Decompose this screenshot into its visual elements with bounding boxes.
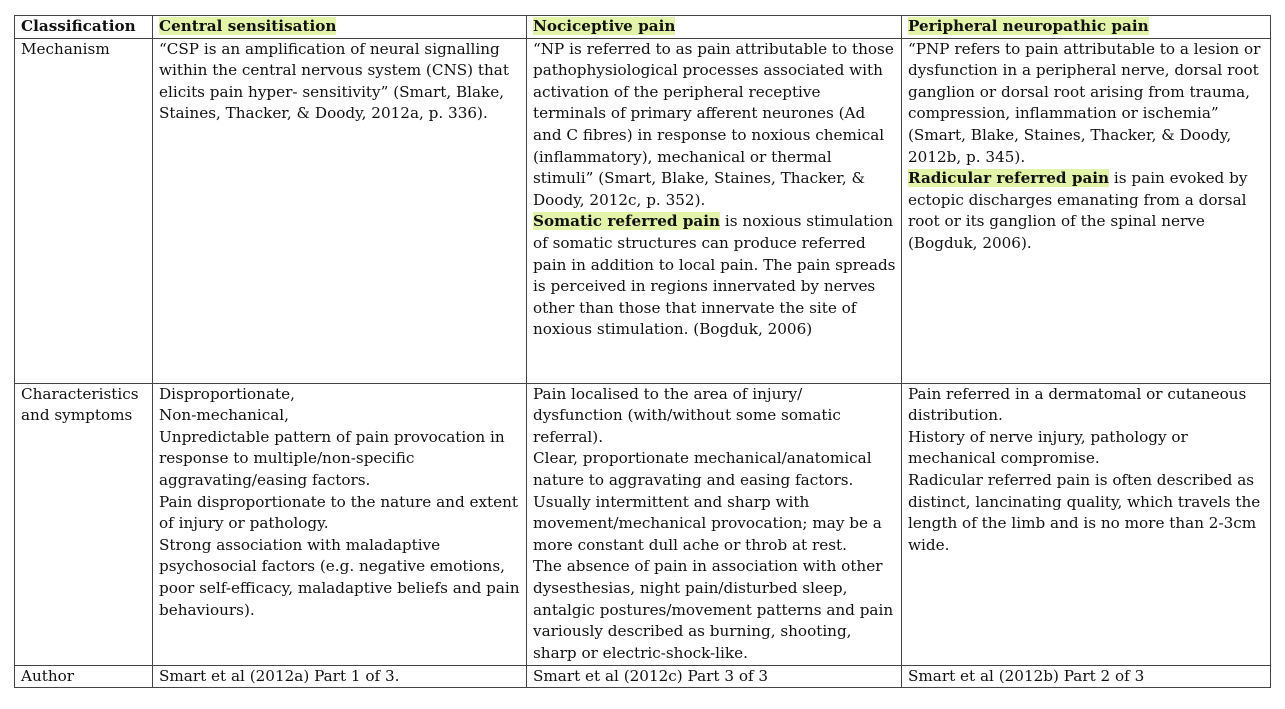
- header-central-sensitisation: Central sensitisation: [153, 16, 527, 39]
- list-item: The absence of pain in association with other dysesthesias, night pain/disturbed sleep, antalgic postures/movement patterns and pain variously described as burning, shooting, sharp or electric-shock-like.: [533, 557, 894, 662]
- list-item: Strong association with maladaptive psychosocial factors (e.g. negative emotions, poor self-efficacy, maladaptive beliefs and pain behaviours).: [159, 535, 520, 619]
- header-peripheral-neuropathic-pain: Peripheral neuropathic pain: [902, 16, 1271, 39]
- list-item: Non-mechanical,: [159, 406, 289, 425]
- list-item: Pain disproportionate to the nature and extent of injury or pathology.: [159, 492, 519, 533]
- cell-central-characteristics: [153, 383, 527, 665]
- list-item: History of nerve injury, pathology or mechanical compromise.: [908, 427, 1188, 468]
- somatic-referred-pain-term: Somatic referred pain: [533, 212, 721, 231]
- table-header-row: [15, 16, 1271, 39]
- peripheral-definition: “PNP refers to pain attributable to a lesion or dysfunction in a peripheral nerve, dorsal root ganglion or dorsal root arising from trauma, compression, inflammation or ischemia” (Smart, Blake, Staines, Thacker, & Doody, 2012b, p. 345).: [908, 39, 1261, 166]
- document-page: [14, 15, 1271, 688]
- radicular-referred-pain-text: Radicular referred pain is pain evoked by ectopic discharges emanating from a dorsal root or its ganglion of the spinal nerve (Bogduk, 2006).: [908, 169, 1248, 252]
- cell-peripheral-characteristics: [902, 383, 1271, 665]
- list-item: Disproportionate,: [159, 384, 295, 403]
- cell-central-mechanism: “CSP is an amplification of neural signalling within the central nervous system (CNS) that elicits pain hyper- sensitivity” (Smart, Blake, Staines, Thacker, & Doody, 2012a, p. 336).: [153, 38, 527, 383]
- table-row-characteristics: [15, 383, 1271, 665]
- list-item: Clear, proportionate mechanical/anatomical nature to aggravating and easing factors.: [533, 449, 872, 489]
- list-item: Unpredictable pattern of pain provocation in response to multiple/non-specific aggravating/easing factors.: [159, 427, 505, 489]
- cell-peripheral-mechanism: [902, 38, 1271, 383]
- row-label-characteristics: Characteristics and symptoms: [15, 383, 153, 665]
- cell-nociceptive-author: Smart et al (2012c) Part 3 of 3: [527, 665, 902, 688]
- list-item: Usually intermittent and sharp with movement/mechanical provocation; may be a more constant dull ache or throb at rest.: [533, 492, 882, 554]
- radicular-referred-pain-term: Radicular referred pain: [908, 169, 1110, 188]
- list-item: Radicular referred pain is often described as distinct, lancinating quality, which travels the length of the limb and is no more than 2-3cm wide.: [908, 470, 1261, 554]
- cell-nociceptive-mechanism: [527, 38, 902, 383]
- row-label-author: Author: [15, 665, 153, 688]
- row-label-mechanism: Mechanism: [15, 38, 153, 383]
- list-item: Pain referred in a dermatomal or cutaneous distribution.: [908, 384, 1247, 425]
- cell-peripheral-author: Smart et al (2012b) Part 2 of 3: [902, 665, 1271, 688]
- cell-nociceptive-characteristics: [527, 383, 902, 665]
- header-nociceptive-pain: Nociceptive pain: [527, 16, 902, 39]
- cell-central-author: Smart et al (2012a) Part 1 of 3.: [153, 665, 527, 688]
- somatic-referred-pain-text: Somatic referred pain is noxious stimulation of somatic structures can produce referred pain in addition to local pain. The pain spreads is perceived in regions innervated by nerves other than those that innervate the site of noxious stimulation. (Bogduk, 2006): [533, 212, 896, 339]
- list-item: Pain localised to the area of injury/ dysfunction (with/without some somatic referral).: [533, 384, 841, 446]
- table-row-mechanism: [15, 38, 1271, 383]
- nociceptive-definition: “NP is referred to as pain attributable to those pathophysiological processes associated with activation of the peripheral receptive terminals of primary afferent neurones (Ad and C fibres) in response to noxious chemical (inflammatory), mechanical or thermal stimuli” (Smart, Blake, Staines, Thacker, & Doody, 2012c, p. 352).: [533, 39, 894, 209]
- pain-classification-table: [14, 15, 1271, 688]
- header-classification: Classification: [15, 16, 153, 39]
- table-row-author: [15, 665, 1271, 688]
